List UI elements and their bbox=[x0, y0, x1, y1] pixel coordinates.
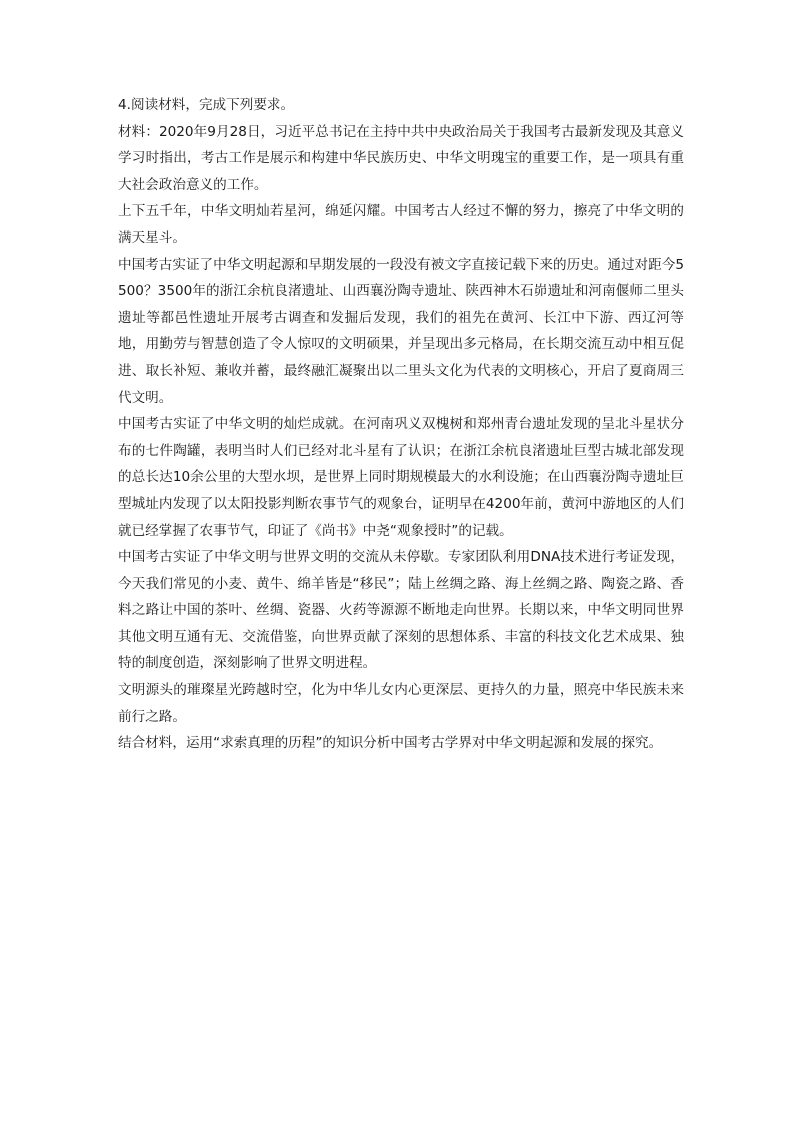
material-intro-paragraph: 材料：2020年9月28日，习近平总书记在主持中共中央政治局关于我国考古最新发现及其意义学习时指出，考古工作是展示和构建中华民族历史、中华文明瑰宝的重要工作，是一项具有重大社会政治意义的工作。 bbox=[118, 123, 684, 193]
question-prompt: 结合材料，运用“求索真理的历程”的知识分析中国考古学界对中华文明起源和发展的探究。 bbox=[118, 735, 663, 752]
achievements-paragraph: 中国考古实证了中华文明的灿烂成就。在河南巩义双槐树和郑州青台遗址发现的呈北斗星状分布的七件陶罐，表明当时人们已经对北斗星有了认识；在浙江余杭良渚遗址巨型古城北部发现的总长达10余公里的大型水坝，是世界上同时期规模最大的水利设施；在山西襄汾陶寺遗址巨型城址内发现了以太阳投影判断农事节气的观象台，证明早在4200年前，黄河中游地区的人们就已经掌握了农事节气，印证了《尚书》中尧“观象授时”的记载。 bbox=[118, 416, 684, 539]
question-heading: 4.阅读材料，完成下列要求。 bbox=[118, 97, 295, 113]
civilization-stars-paragraph: 上下五千年，中华文明灿若星河，绵延闪耀。中国考古人经过不懈的努力，擦亮了中华文明的满天星斗。 bbox=[118, 203, 684, 246]
document-body bbox=[118, 92, 684, 757]
origin-evidence-paragraph: 中国考古实证了中华文明起源和早期发展的一段没有被文字直接记载下来的历史。通过对距今5500？3500年的浙江余杭良渚遗址、山西襄汾陶寺遗址、陕西神木石峁遗址和河南偃师二里头遗址等都邑性遗址开展考古调查和发掘后发现，我们的祖先在黄河、长江中下游、西辽河等地，用勤劳与智慧创造了令人惊叹的文明硕果，并呈现出多元格局，在长期交流互动中相互促进、取长补短、兼收并蓄，最终融汇凝聚出以二里头文化为代表的文明核心，开启了夏商周三代文明。 bbox=[118, 256, 684, 406]
exchange-paragraph: 中国考古实证了中华文明与世界文明的交流从未停歇。专家团队利用DNA技术进行考证发现，今天我们常见的小麦、黄牛、绵羊皆是“移民”；陆上丝绸之路、海上丝绸之路、陶瓷之路、香料之路让中国的茶叶、丝绸、瓷器、火药等源源不断地走向世界。长期以来，中华文明同世界其他文明互通有无、交流借鉴，向世界贡献了深刻的思想体系、丰富的科技文化艺术成果、独特的制度创造，深刻影响了世界文明进程。 bbox=[118, 549, 684, 672]
closing-paragraph: 文明源头的璀璨星光跨越时空，化为中华儿女内心更深层、更持久的力量，照亮中华民族未来前行之路。 bbox=[118, 682, 684, 725]
